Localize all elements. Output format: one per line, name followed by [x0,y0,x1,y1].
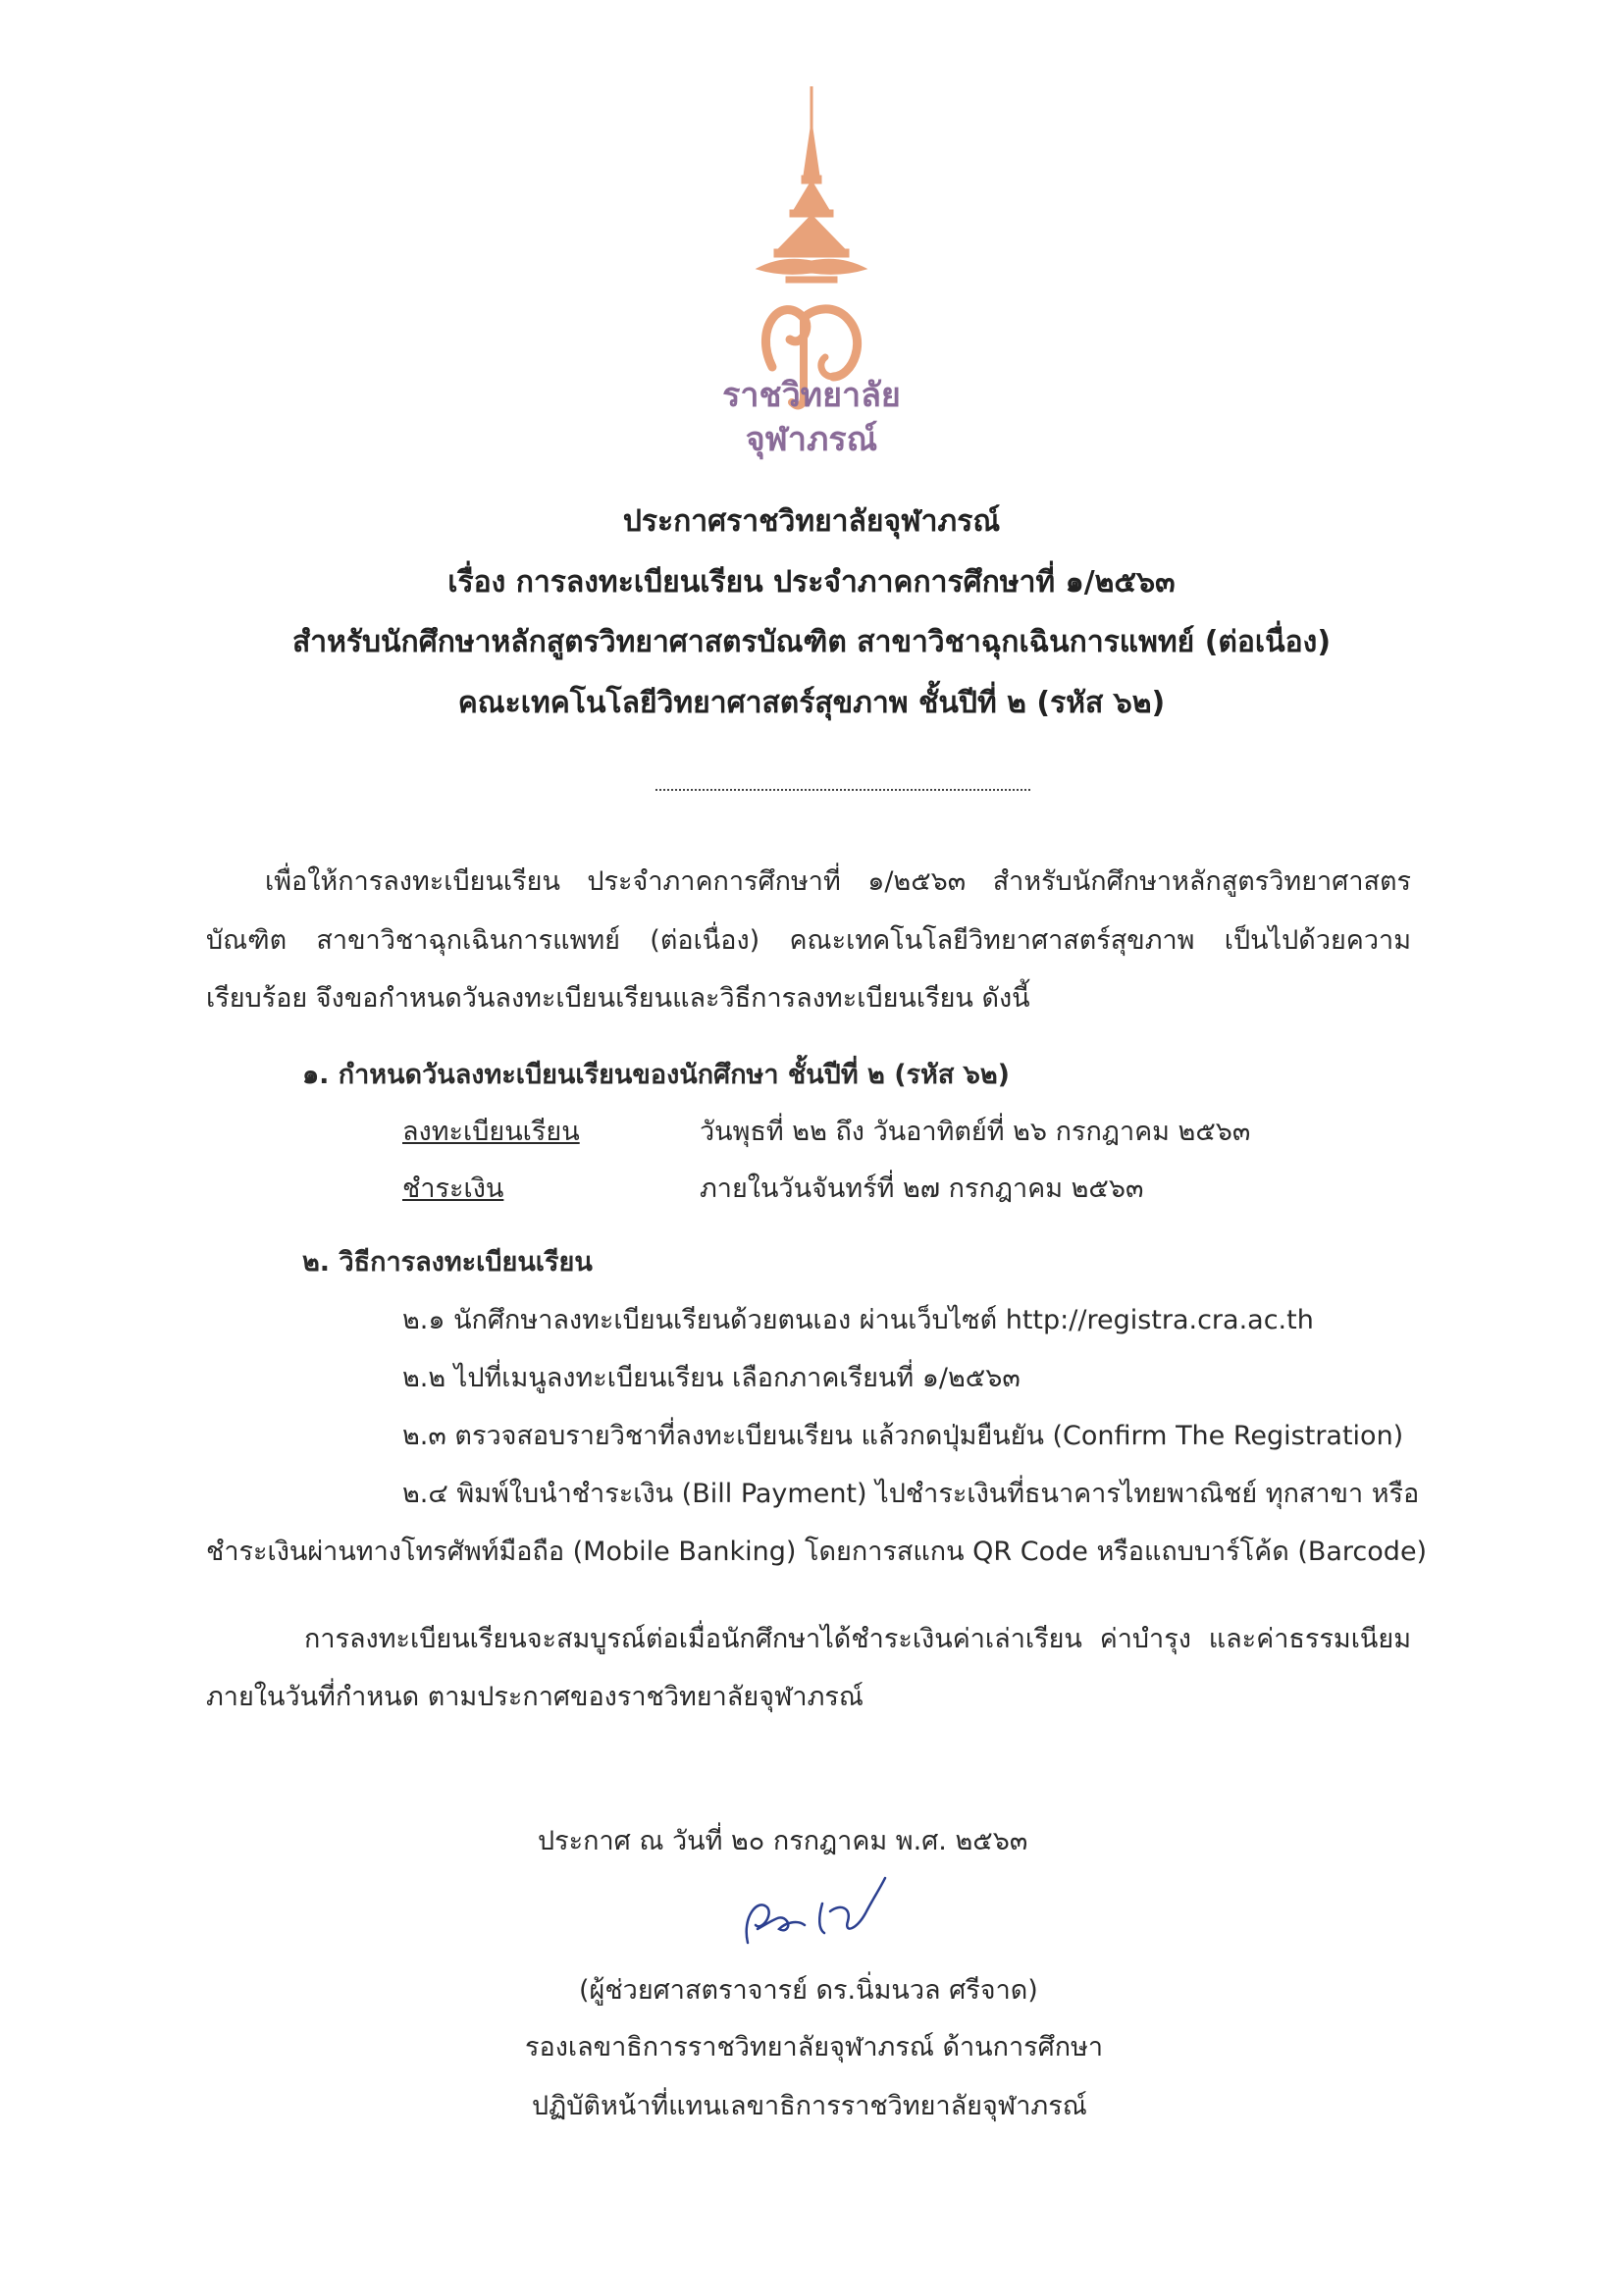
register-dates: วันพุธที่ ๒๒ ถึง วันอาทิตย์ที่ ๒๖ กรกฎาคม ๒๕๖๓ [700,1117,1251,1147]
step-2-3: ๒.๓ ตรวจสอบรายวิชาที่ลงทะเบียนเรียน แล้วกดปุ่มยืนยัน (Confirm The Registration) [402,1421,1404,1451]
announcement-title: ประกาศราชวิทยาลัยจุฬาภรณ์ [622,504,1001,539]
intro-line-3: เรียบร้อย จึงขอกำหนดวันลงทะเบียนเรียนและวิธีการลงทะเบียนเรียน ดังนี้ [206,983,1030,1014]
announcement-faculty: คณะเทคโนโลยีวิทยาศาสตร์สุขภาพ ชั้นปีที่ ๒ (รหัส ๖๒) [457,686,1166,720]
logo-name-line2: จุฬาภรณ์ [745,420,878,459]
intro-line-1: เพื่อให้การลงทะเบียนเรียน ประจำภาคการศึกษาที่ ๑/๒๕๖๓ สำหรับนักศึกษาหลักสูตรวิทยาศาสตร [265,866,1411,897]
register-label: ลงทะเบียนเรียน [402,1117,580,1147]
step-2-4-continued: ชำระเงินผ่านทางโทรศัพท์มือถือ (Mobile Banking) โดยการสแกน QR Code หรือแถบบาร์โค้ด (Barcode) [206,1537,1428,1567]
section1-title: ๑. กำหนดวันลงทะเบียนเรียนของนักศึกษา ชั้นปีที่ ๒ (รหัส ๖๒) [302,1060,1011,1090]
step-2-2: ๒.๒ ไปที่เมนูลงทะเบียนเรียน เลือกภาคเรียนที่ ๑/๒๕๖๓ [402,1363,1021,1393]
payment-deadline: ภายในวันจันทร์ที่ ๒๗ กรกฎาคม ๒๕๖๓ [700,1174,1144,1204]
signatory-title-2: ปฏิบัติหน้าที่แทนเลขาธิการราชวิทยาลัยจุฬาภรณ์ [532,2091,1087,2121]
payment-label: ชำระเงิน [402,1174,504,1204]
handwritten-signature-icon [728,1868,905,1957]
logo-name-line1: ราชวิทยาลัย [722,376,901,415]
signatory-name: (ผู้ช่วยศาสตราจารย์ ดร.นิ่มนวล ศรีจาด) [579,1975,1038,2006]
step-2-1: ๒.๑ นักศึกษาลงทะเบียนเรียนด้วยตนเอง ผ่านเว็บไซต์ http://registra.cra.ac.th [402,1305,1314,1335]
section2-title: ๒. วิธีการลงทะเบียนเรียน [302,1247,593,1278]
step-2-4: ๒.๔ พิมพ์ใบนำชำระเงิน (Bill Payment) ไปชำระเงินที่ธนาคารไทยพาณิชย์ ทุกสาขา หรือ [402,1479,1420,1509]
closing-line-2: ภายในวันที่กำหนด ตามประกาศของราชวิทยาลัยจุฬาภรณ์ [206,1682,864,1712]
signatory-title-1: รองเลขาธิการราชวิทยาลัยจุฬาภรณ์ ด้านการศึกษา [525,2032,1104,2062]
dotted-divider [655,789,1030,791]
intro-line-2: บัณฑิต สาขาวิชาฉุกเฉินการแพทย์ (ต่อเนื่อง) คณะเทคโนโลยีวิทยาศาสตร์สุขภาพ เป็นไปด้วยความ [206,925,1411,956]
announcement-subject: เรื่อง การลงทะเบียนเรียน ประจำภาคการศึกษาที่ ๑/๒๕๖๓ [447,565,1176,600]
announcement-program: สำหรับนักศึกษาหลักสูตรวิทยาศาสตรบัณฑิต สาขาวิชาฉุกเฉินการแพทย์ (ต่อเนื่อง) [291,625,1332,659]
closing-line-1: การลงทะเบียนเรียนจะสมบูรณ์ต่อเมื่อนักศึกษาได้ชำระเงินค่าเล่าเรียน ค่าบำรุง และค่าธรรมเนียม [304,1624,1411,1654]
announcement-date: ประกาศ ณ วันที่ ๒๐ กรกฎาคม พ.ศ. ๒๕๖๓ [538,1826,1028,1856]
